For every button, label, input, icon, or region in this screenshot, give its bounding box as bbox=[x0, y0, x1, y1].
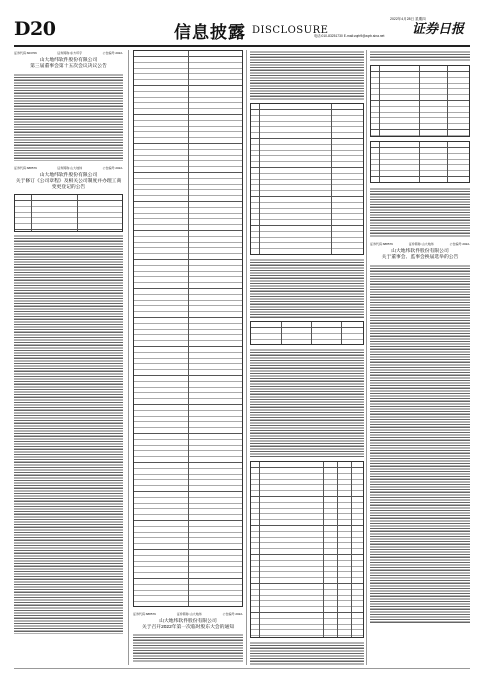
announcement-code-line: 证券代码:688579 证券简称:山大地纬 公告编号:2022- bbox=[133, 612, 243, 616]
column-3 bbox=[250, 50, 364, 665]
proxy-form-table bbox=[250, 461, 364, 638]
page-number: D20 bbox=[14, 18, 56, 40]
amendment-table bbox=[14, 194, 123, 232]
notice-body bbox=[370, 50, 470, 62]
announcement-body bbox=[14, 73, 123, 161]
page-footer-rule bbox=[14, 668, 470, 669]
masthead-rule bbox=[14, 45, 470, 47]
announcement-code-line: 证券代码:688579 证券简称:山大地纬 公告编号:2022- bbox=[370, 242, 470, 246]
announcement-title: 关于董事会、监事会换届选举的公告 bbox=[381, 254, 459, 260]
column-2 bbox=[133, 50, 243, 665]
notice-body bbox=[370, 187, 470, 237]
newspaper-logo: 证券日报 bbox=[412, 22, 465, 37]
section-title: 信息披露 bbox=[174, 23, 246, 43]
masthead bbox=[14, 18, 470, 44]
contact-line: 电话:010-83251730 E-mail:zqrb9@zqrb.sina.net bbox=[314, 34, 385, 38]
announcement-company: 山大地纬软件股份有限公司 bbox=[159, 618, 217, 624]
meeting-notice-body bbox=[250, 348, 364, 458]
announcement-company: 山大地纬软件股份有限公司 bbox=[391, 248, 449, 254]
announcement-title: 第三届董事会第十五次会议决议公告 bbox=[30, 63, 107, 69]
column-divider bbox=[366, 50, 367, 665]
announcement-body bbox=[133, 633, 243, 663]
announcement-3 bbox=[133, 613, 243, 663]
announcement-4 bbox=[370, 243, 470, 624]
meeting-notice-body bbox=[250, 258, 364, 318]
announcement-body bbox=[14, 234, 123, 634]
announcement-company: 山大地纬软件股份有限公司 bbox=[39, 57, 98, 63]
announcement-title: 关于召开2022年第一次临时股东大会的通知 bbox=[141, 624, 235, 630]
announcement-1 bbox=[14, 52, 123, 161]
amendment-comparison-table bbox=[133, 50, 243, 607]
candidate-table bbox=[370, 65, 470, 137]
column-1 bbox=[14, 50, 123, 665]
announcement-code-line: 证券代码:603706 证券简称:东方环宇 公告编号:2022- bbox=[14, 51, 123, 55]
column-4 bbox=[370, 50, 470, 665]
meeting-notice-body bbox=[250, 641, 364, 665]
issue-date: 2022年4月28日 星期四 bbox=[390, 17, 426, 21]
proposal-table bbox=[250, 103, 364, 255]
meeting-notice-body bbox=[250, 50, 364, 100]
announcement-company: 山大地纬软件股份有限公司 bbox=[39, 172, 98, 178]
section-title-en: DISCLOSURE bbox=[252, 25, 329, 36]
announcement-title: 关于修订《公司章程》及相关公司制度并办理工商变更登记的公告 bbox=[15, 178, 122, 190]
candidate-table bbox=[370, 141, 470, 183]
announcement-2 bbox=[14, 167, 123, 634]
announcement-body bbox=[370, 264, 470, 624]
share-class-table bbox=[250, 321, 364, 345]
announcement-code-line: 证券代码:688579 证券简称:山大地纬 公告编号:2022- bbox=[14, 165, 123, 170]
column-divider bbox=[128, 50, 129, 665]
column-divider bbox=[246, 50, 247, 665]
